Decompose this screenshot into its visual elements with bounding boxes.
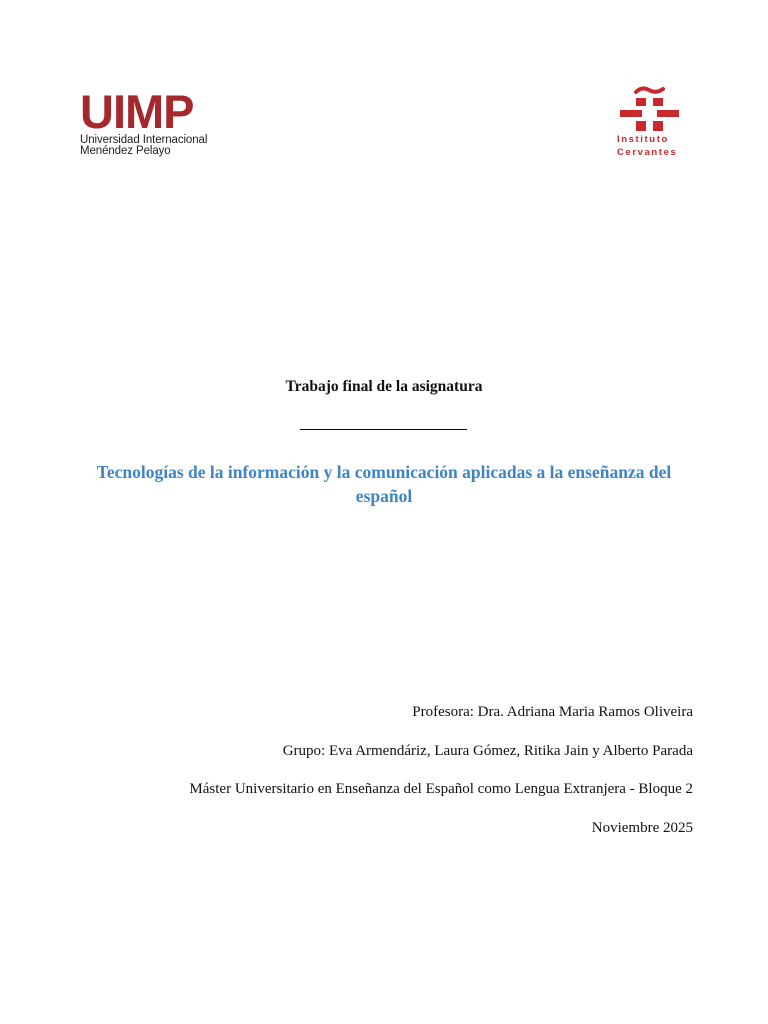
cervantes-logo-line2: Cervantes [617,147,678,158]
professor-line: Profesora: Dra. Adriana Maria Ramos Oliveira [412,704,693,720]
uimp-logo-line1: Universidad Internacional [80,134,208,146]
uimp-logo [80,85,230,162]
uimp-logo-mark: UIMP [80,85,194,138]
cervantes-logo-line1: Instituto [617,134,669,145]
instituto-cervantes-logo [612,86,692,162]
group-line: Grupo: Eva Armendáriz, Laura Gómez, Ritika Jain y Alberto Parada [282,743,693,759]
program-line: Máster Universitario en Enseñanza del Español como Lengua Extranjera - Bloque 2 [189,781,693,797]
date-line: Noviembre 2025 [591,820,693,836]
uimp-logo-line2: Menéndez Pelayo [80,145,171,157]
title-divider [300,429,467,430]
cervantes-logo-text [612,133,697,159]
page-title: Tecnologías de la información y la comunicación aplicadas a la enseñanza del español [96,462,672,506]
cervantes-emblem-icon [616,86,684,132]
document-type-heading: Trabajo final de la asignatura [285,378,483,395]
